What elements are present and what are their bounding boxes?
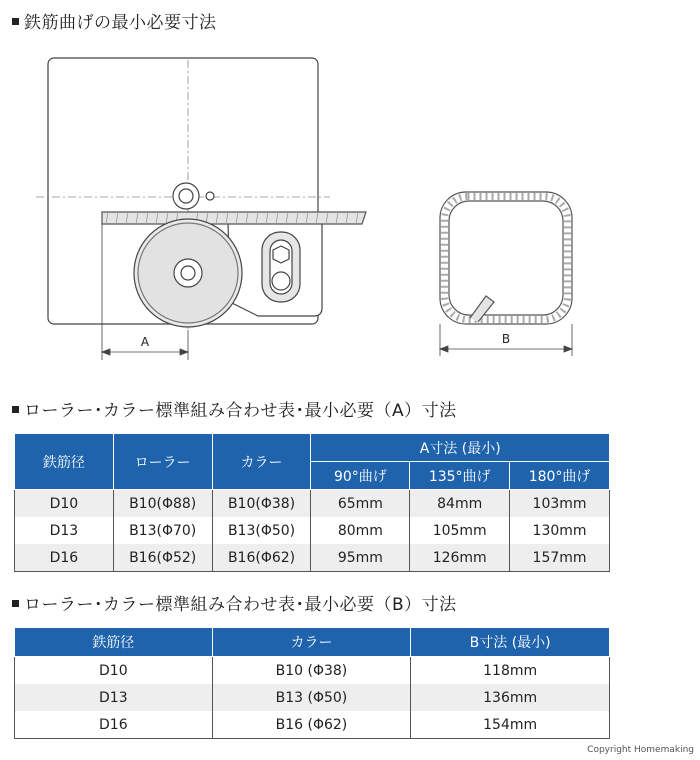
bender-machine-figure [36,58,366,330]
header-collar: カラー [212,434,311,490]
table-a-dimensions [14,433,610,572]
cell-a90: 80mm [311,517,410,544]
header-90: 90°曲げ [311,462,410,490]
header-135: 135°曲げ [410,462,510,490]
cell-rebar: D10 [15,490,114,518]
cell-collar: B10(Φ38) [212,490,311,518]
dimension-b-label: B [501,332,511,346]
table-row [15,544,610,572]
cell-b: 136mm [411,684,610,711]
square-bullet-icon [12,600,19,607]
cell-a180: 103mm [510,490,610,518]
cell-rebar: D13 [15,684,213,711]
square-bullet-icon [12,18,19,25]
cell-rebar: D16 [15,544,114,572]
cell-a135: 126mm [410,544,510,572]
heading-table-a-text: ローラー･カラー標準組み合わせ表･最小必要（A）寸法 [24,401,457,421]
header-a-dimension: A寸法 (最小) [311,434,610,462]
table-row [15,517,610,544]
cell-rebar: D16 [15,711,213,739]
table-row [15,711,610,739]
header-rebar: 鉄筋径 [15,628,213,657]
cell-a135: 105mm [410,517,510,544]
bending-diagram [0,40,700,370]
cell-a135: 84mm [410,490,510,518]
cell-b: 154mm [411,711,610,739]
header-b-dimension: B寸法 (最小) [411,628,610,657]
cell-collar: B16 (Φ62) [212,711,411,739]
cell-a180: 157mm [510,544,610,572]
cell-roller: B13(Φ70) [113,517,212,544]
table-row [15,657,610,685]
square-bullet-icon [12,406,19,413]
cell-roller: B16(Φ52) [113,544,212,572]
copyright-text: Copyright Homemaking [587,745,694,755]
table-row [15,684,610,711]
cell-a90: 65mm [311,490,410,518]
cell-a90: 95mm [311,544,410,572]
cell-collar: B16(Φ62) [212,544,311,572]
heading-table-a [12,396,457,421]
header-roller: ローラー [113,434,212,490]
cell-rebar: D13 [15,517,114,544]
header-collar: カラー [212,628,411,657]
cell-b: 118mm [411,657,610,685]
heading-table-b [12,590,457,615]
cell-a180: 130mm [510,517,610,544]
heading-bend-text: 鉄筋曲げの最小必要寸法 [24,13,217,33]
cell-rebar: D10 [15,657,213,685]
table-b-dimensions [14,627,610,739]
heading-table-b-text: ローラー･カラー標準組み合わせ表･最小必要（B）寸法 [24,595,457,615]
cell-collar: B10 (Φ38) [212,657,411,685]
table-row [15,490,610,518]
cell-collar: B13(Φ50) [212,517,311,544]
header-180: 180°曲げ [510,462,610,490]
cell-collar: B13 (Φ50) [212,684,411,711]
header-rebar: 鉄筋径 [15,434,114,490]
cell-roller: B10(Φ88) [113,490,212,518]
heading-bend-dimensions [12,8,217,33]
dimension-a-label: A [140,335,150,349]
bent-stirrup-figure [440,192,572,324]
